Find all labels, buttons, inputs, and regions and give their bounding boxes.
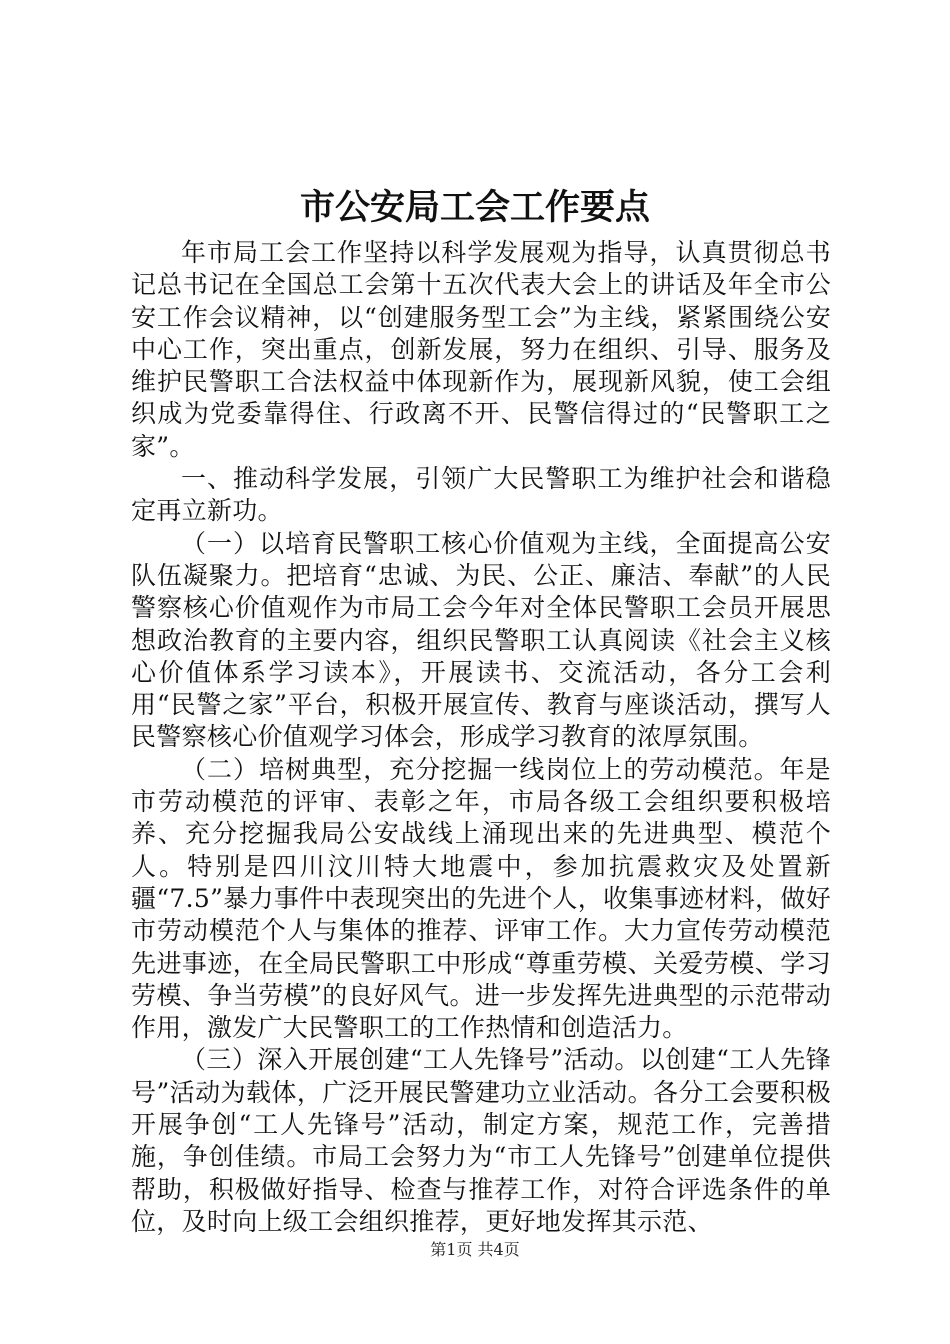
paragraph-item-1: （一）以培育民警职工核心价值观为主线，全面提高公安队伍凝聚力。把培育“忠诚、为民、公正、廉洁、奉献”的人民警察核心价值观作为市局工会今年对全体民警职工会员开展思想政治教育的主要内容，组织民警职工认真阅读《社会主义核心价值体系学习读本》，开展读书、交流活动，各分工会利用“民警之家”平台，积极开展宣传、教育与座谈活动，撰写人民警察核心价值观学习体会，形成学习教育的浓厚氛围。 (131, 528, 831, 752)
page-number-footer: 第1页 共4页 (430, 1240, 520, 1259)
paragraph-section-1-heading: 一、推动科学发展，引领广大民警职工为维护社会和谐稳定再立新功。 (131, 464, 831, 526)
paragraph-item-3: （三）深入开展创建“工人先锋号”活动。以创建“工人先锋号”活动为载体，广泛开展民警建功立业活动。各分工会要积极开展争创“工人先锋号”活动，制定方案，规范工作，完善措施，争创佳绩。市局工会努力为“市工人先锋号”创建单位提供帮助，积极做好指导、检查与推荐工作，对符合评选条件的单位，及时向上级工会组织推荐，更好地发挥其示范、 (131, 1045, 831, 1236)
document-body (131, 237, 831, 1238)
paragraph-intro: 年市局工会工作坚持以科学发展观为指导，认真贯彻总书记总书记在全国总工会第十五次代表大会上的讲话及年全市公安工作会议精神，以“创建服务型工会”为主线，紧紧围绕公安中心工作，突出重点，创新发展，努力在组织、引导、服务及维护民警职工合法权益中体现新作为，展现新风貌，使工会组织成为党委靠得住、行政离不开、民警信得过的“民警职工之家”。 (131, 238, 831, 461)
paragraph-item-2: （二）培树典型，充分挖掘一线岗位上的劳动模范。年是市劳动模范的评审、表彰之年，市局各级工会组织要积极培养、充分挖掘我局公安战线上涌现出来的先进典型、模范个人。特别是四川汶川特大地震中，参加抗震救灾及处置新疆“7.5”暴力事件中表现突出的先进个人，收集事迹材料，做好市劳动模范个人与集体的推荐、评审工作。大力宣传劳动模范先进事迹，在全局民警职工中形成“尊重劳模、关爱劳模、学习劳模、争当劳模”的良好风气。进一步发挥先进典型的示范带动作用，激发广大民警职工的工作热情和创造活力。 (131, 754, 831, 1043)
document-title: 市公安局工会工作要点 (299, 187, 650, 228)
